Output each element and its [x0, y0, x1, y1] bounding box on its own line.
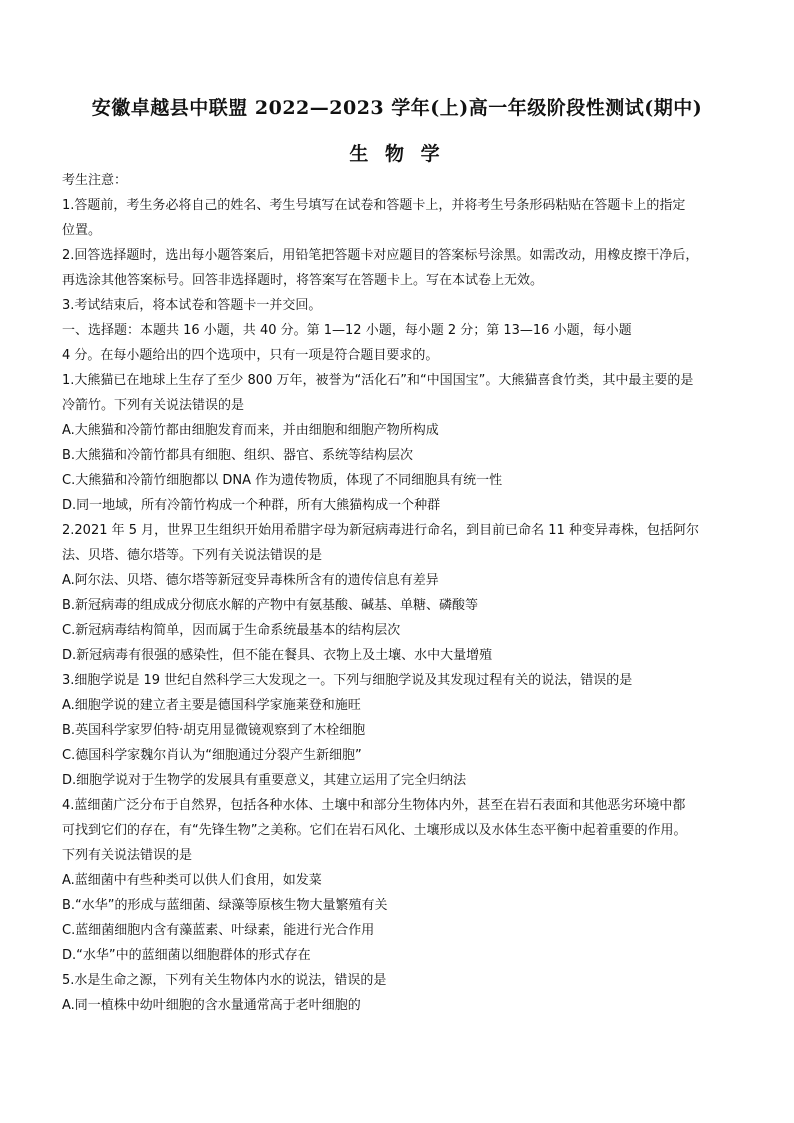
option-a: A.同一植株中幼叶细胞的含水量通常高于老叶细胞的: [62, 998, 361, 1013]
question-stem: 5.水是生命之源，下列有关生物体内水的说法，错误的是: [62, 973, 387, 988]
section-heading: 4 分。在每小题给出的四个选项中，只有一项是符合题目要求的。: [62, 348, 439, 363]
section-heading: 一、选择题：本题共 16 小题，共 40 分。第 1—12 小题，每小题 2 分；第 13—16 小题，每小题: [62, 323, 632, 338]
exam-body: [62, 168, 742, 1018]
notice-line: 3.考试结束后，将本试卷和答题卡一并交回。: [62, 298, 322, 313]
option-c: C.蓝细菌细胞内含有藻蓝素、叶绿素，能进行光合作用: [62, 923, 375, 938]
option-a: A.大熊猫和冷箭竹都由细胞发育而来，并由细胞和细胞产物所构成: [62, 423, 439, 438]
option-a: A.蓝细菌中有些种类可以供人们食用，如发菜: [62, 873, 322, 888]
option-d: D.新冠病毒有很强的感染性，但不能在餐具、衣物上及土壤、水中大量增殖: [62, 648, 493, 663]
notice-line: 2.回答选择题时，选出每小题答案后，用铅笔把答题卡对应题目的答案标号涂黑。如需改动，用橡皮擦干净后，: [62, 248, 699, 263]
option-b: B.“水华”的形成与蓝细菌、绿藻等原核生物大量繁殖有关: [62, 898, 388, 913]
question-stem: 3.细胞学说是 19 世纪自然科学三大发现之一。下列与细胞学说及其发现过程有关的说法，错误的是: [62, 673, 633, 688]
subject-title: 生 物 学: [349, 143, 445, 165]
question-stem: 1.大熊猫已在地球上生存了至少 800 万年，被誉为“活化石”和“中国国宝”。大熊猫喜食竹类，其中最主要的是: [62, 373, 694, 388]
option-d: D.细胞学说对于生物学的发展具有重要意义，其建立运用了完全归纳法: [62, 773, 467, 788]
question-stem: 法、贝塔、德尔塔等。下列有关说法错误的是: [62, 548, 323, 563]
option-a: A.细胞学说的建立者主要是德国科学家施莱登和施旺: [62, 698, 361, 713]
question-stem: 4.蓝细菌广泛分布于自然界，包括各种水体、土壤中和部分生物体内外，甚至在岩石表面和其他恶劣环境中都: [62, 798, 686, 813]
option-b: B.大熊猫和冷箭竹都具有细胞、组织、器官、系统等结构层次: [62, 448, 414, 463]
option-c: C.大熊猫和冷箭竹细胞都以 DNA 作为遗传物质，体现了不同细胞具有统一性: [62, 473, 503, 488]
question-stem: 2.2021 年 5 月，世界卫生组织开始用希腊字母为新冠病毒进行命名，到目前已命名 11 种变异毒株，包括阿尔: [62, 523, 699, 538]
option-a: A.阿尔法、贝塔、德尔塔等新冠变异毒株所含有的遗传信息有差异: [62, 573, 439, 588]
notice-heading: 考生注意：: [62, 173, 128, 188]
option-c: C.德国科学家魏尔肖认为“细胞通过分裂产生新细胞”: [62, 748, 362, 763]
option-b: B.英国科学家罗伯特·胡克用显微镜观察到了木栓细胞: [62, 723, 366, 738]
question-stem: 下列有关说法错误的是: [62, 848, 193, 863]
option-c: C.新冠病毒结构简单，因而属于生命系统最基本的结构层次: [62, 623, 401, 638]
option-b: B.新冠病毒的组成成分彻底水解的产物中有氨基酸、碱基、单糖、磷酸等: [62, 598, 479, 613]
question-stem: 冷箭竹。下列有关说法错误的是: [62, 398, 245, 413]
notice-line: 再选涂其他答案标号。回答非选择题时，将答案写在答题卡上。写在本试卷上无效。: [62, 273, 544, 288]
notice-line: 位置。: [62, 223, 102, 238]
question-stem: 可找到它们的存在，有“先锋生物”之美称。它们在岩石风化、土壤形成以及水体生态平衡中起着重要的作用。: [62, 823, 687, 838]
option-d: D.同一地域，所有冷箭竹构成一个种群，所有大熊猫构成一个种群: [62, 498, 441, 513]
exam-title: 安徽卓越县中联盟 2022—2023 学年(上)高一年级阶段性测试(期中): [91, 97, 703, 119]
notice-line: 1.答题前，考生务必将自己的姓名、考生号填写在试卷和答题卡上，并将考生号条形码粘贴在答题卡上的指定: [62, 198, 686, 213]
option-d: D.“水华”中的蓝细菌以细胞群体的形式存在: [62, 948, 311, 963]
